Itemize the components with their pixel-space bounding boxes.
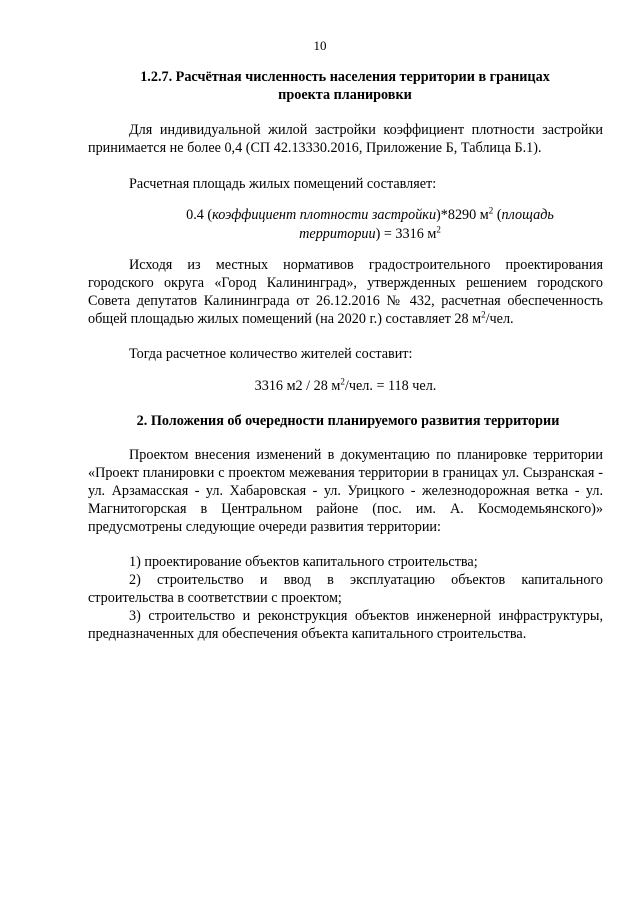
formula-term-area: площадь территории — [299, 207, 554, 242]
formula-term-density: коэффициент плотности застройки — [212, 207, 437, 223]
paragraph-living-area-intro: Расчетная площадь жилых помещений составляет: — [129, 176, 437, 192]
formula-residents: 3316 м2 / 28 $м^2$/чел. = 118 чел. — [254, 376, 437, 394]
paragraph-residents-intro: Тогда расчетное количество жителей составит: — [129, 346, 413, 362]
list-item-stage-1: 1) проектирование объектов капитального строительства; — [129, 554, 478, 570]
section-heading-2: 2. Положения об очередности планируемого развития территории — [136, 413, 560, 429]
paragraph-local-standards: Исходя из местных нормативов градостроительного проектирования городского округа «Город Калининград», утвержденных решением городского Совета депутатов Калининграда от 26.12.2016 № 432, расчетная обеспеченность общей площадью жилых помещений (на 2020 г.) составляет 28 $м^2$/чел. — [88, 257, 603, 327]
formula-living-area: 0.4 (коэффициент плотности застройки)*8290 $м^2$ (площадь территории) = 3316 $м^2$ — [186, 205, 554, 242]
list-item-stage-3: 3) строительство и реконструкция объектов инженерной инфраструктуры, предназначенных для обеспечения объекта капитального строительства. — [88, 608, 603, 642]
heading-line-1: 1.2.7. Расчётная численность населения территории в границах — [140, 69, 550, 85]
page-number: 10 — [313, 38, 327, 53]
heading-line-2: проекта планировки — [278, 87, 412, 103]
paragraph-density-coefficient: Для индивидуальной жилой застройки коэффициент плотности застройки принимается не более 0,4 (СП 42.13330.2016, Приложение Б, Таблица Б.1). — [88, 122, 603, 156]
list-item-stage-2: 2) строительство и ввод в эксплуатацию объектов капитального строительства в соответствии с проектом; — [88, 572, 603, 606]
section-heading-1-2-7 — [90, 68, 600, 104]
paragraph-development-stages: Проектом внесения изменений в документацию по планировке территории «Проект планировки с проектом межевания территории в границах ул. Сызранская - ул. Арзамасская - ул. Хабаровская - ул. Урицкого - железнодорожная ветка - ул. Магнитогорская в Центральном районе (пос. им. А. Космодемьянского)» предусмотрены следующие очереди развития территории: — [88, 447, 603, 535]
